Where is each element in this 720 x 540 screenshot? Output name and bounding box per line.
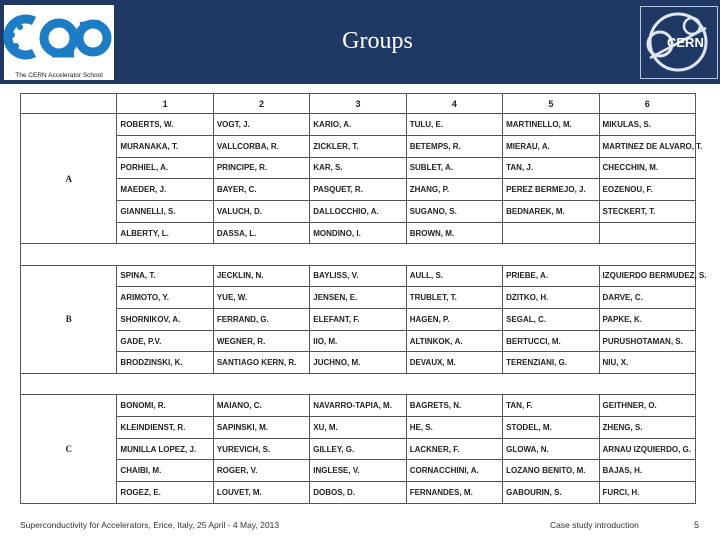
table-cell: JUCHNO, M. — [310, 352, 406, 374]
table-row — [21, 309, 696, 331]
table-cell: BRODZINSKI, K. — [117, 352, 213, 374]
table-cell: KARIO, A. — [310, 114, 406, 136]
table-header-row — [21, 94, 696, 114]
table-cell: CHECCHIN, M. — [599, 157, 695, 179]
table-cell: SHORNIKOV, A. — [117, 309, 213, 331]
table-row — [21, 135, 696, 157]
table-cell: BETEMPS, R. — [406, 135, 502, 157]
table-cell: TAN, F. — [503, 395, 599, 417]
table-row — [21, 417, 696, 439]
column-header-4: 4 — [406, 94, 502, 114]
table-cell: ROGEZ, E. — [117, 482, 213, 504]
table-cell: ALTINKOK, A. — [406, 330, 502, 352]
table-cell: JECKLIN, N. — [213, 265, 309, 287]
column-header-1: 1 — [117, 94, 213, 114]
group-separator-row — [21, 244, 696, 265]
table-cell: DARVE, C. — [599, 287, 695, 309]
table-row — [21, 179, 696, 201]
table-cell: MURANAKA, T. — [117, 135, 213, 157]
group-label-c: C — [21, 395, 117, 504]
table-cell: VALLCORBA, R. — [213, 135, 309, 157]
column-header-5: 5 — [503, 94, 599, 114]
cern-logo-icon — [640, 6, 718, 79]
table-cell: ROBERTS, W. — [117, 114, 213, 136]
table-cell: SAPINSKI, M. — [213, 417, 309, 439]
table-cell: BERTUCCI, M. — [503, 330, 599, 352]
header-corner-cell — [21, 94, 117, 114]
table-cell: GADE, P.V. — [117, 330, 213, 352]
table-cell: FURCI, H. — [599, 482, 695, 504]
table-cell: MUNILLA LOPEZ, J. — [117, 438, 213, 460]
table-cell: DALLOCCHIO, A. — [310, 201, 406, 223]
table-row — [21, 114, 696, 136]
cas-logo-subtext: The CERN Accelerator School — [15, 72, 103, 79]
table-cell: MAEDER, J. — [117, 179, 213, 201]
table-cell — [599, 222, 695, 244]
cas-logo-icon — [4, 5, 114, 69]
page-number: 5 — [694, 520, 700, 530]
table-cell: NAVARRO-TAPIA, M. — [310, 395, 406, 417]
table-cell: HE, S. — [406, 417, 502, 439]
cern-logo-text: CERN — [667, 35, 704, 50]
table-cell: GIANNELLI, S. — [117, 201, 213, 223]
table-cell: TAN, J. — [503, 157, 599, 179]
table-cell: ALBERTY, L. — [117, 222, 213, 244]
table-cell: PURUSHOTAMAN, S. — [599, 330, 695, 352]
table-row — [21, 460, 696, 482]
table-cell: ZICKLER, T. — [310, 135, 406, 157]
table-cell: XU, M. — [310, 417, 406, 439]
table-cell: MARTINEZ DE ALVARO, T. — [599, 135, 695, 157]
separator-cell — [21, 374, 696, 395]
cern-logo — [640, 6, 718, 79]
table-cell: BAGRETS, N. — [406, 395, 502, 417]
table-row — [21, 352, 696, 374]
table-cell: YUREVICH, S. — [213, 438, 309, 460]
table-cell: BAYER, C. — [213, 179, 309, 201]
table-cell: MONDINO, I. — [310, 222, 406, 244]
table-cell: PRIEBE, A. — [503, 265, 599, 287]
footer-conference: Superconductivity for Accelerators, Erice, Italy, 25 April - 4 May, 2013 — [20, 520, 280, 530]
table-cell: SEGAL, C. — [503, 309, 599, 331]
table-cell: EOZENOU, F. — [599, 179, 695, 201]
table-row — [21, 482, 696, 504]
table-cell: FERNANDES, M. — [406, 482, 502, 504]
table-cell: IZQUIERDO BERMUDEZ, S. — [599, 265, 695, 287]
table-cell: DEVAUX, M. — [406, 352, 502, 374]
table-row — [21, 287, 696, 309]
table-cell: DASSA, L. — [213, 222, 309, 244]
table-cell: CORNACCHINI, A. — [406, 460, 502, 482]
table-cell: SPINA, T. — [117, 265, 213, 287]
group-separator-row — [21, 374, 696, 395]
group-label-a: A — [21, 114, 117, 244]
table-cell: IIO, M. — [310, 330, 406, 352]
table-cell: DZITKO, H. — [503, 287, 599, 309]
table-cell: PEREZ BERMEJO, J. — [503, 179, 599, 201]
table-cell: YUE, W. — [213, 287, 309, 309]
table-cell: MIERAU, A. — [503, 135, 599, 157]
table-cell: KLEINDIENST, R. — [117, 417, 213, 439]
table-cell: ELEFANT, F. — [310, 309, 406, 331]
table-row — [21, 201, 696, 223]
table-cell: INGLESE, V. — [310, 460, 406, 482]
table-cell: ARNAU IZQUIERDO, G. — [599, 438, 695, 460]
footer-section: Case study introduction — [550, 520, 639, 530]
table-cell: LOUVET, M. — [213, 482, 309, 504]
table-cell: SUBLET, A. — [406, 157, 502, 179]
table-cell: BROWN, M. — [406, 222, 502, 244]
separator-cell — [21, 244, 696, 265]
table-cell: STECKERT, T. — [599, 201, 695, 223]
table-cell: GILLEY, G. — [310, 438, 406, 460]
groups-table — [20, 93, 707, 504]
group-label-b: B — [21, 265, 117, 374]
header-bar — [0, 0, 720, 84]
table-cell: PASQUET, R. — [310, 179, 406, 201]
table-cell: BAYLISS, V. — [310, 265, 406, 287]
table-cell: AULL, S. — [406, 265, 502, 287]
table-cell: CHAIBI, M. — [117, 460, 213, 482]
table-cell: PAPKE, K. — [599, 309, 695, 331]
column-header-2: 2 — [213, 94, 309, 114]
table-cell: WEGNER, R. — [213, 330, 309, 352]
table-cell: VOGT, J. — [213, 114, 309, 136]
table-cell: ZHANG, P. — [406, 179, 502, 201]
table-cell: GABOURIN, S. — [503, 482, 599, 504]
table-cell: ROGER, V. — [213, 460, 309, 482]
table-cell: LACKNER, F. — [406, 438, 502, 460]
table-cell: VALUCH, D. — [213, 201, 309, 223]
table-row — [21, 395, 696, 417]
table-row — [21, 330, 696, 352]
table-cell: BONOMI, R. — [117, 395, 213, 417]
table-cell: BAJAS, H. — [599, 460, 695, 482]
table-cell: PRINCIPE, R. — [213, 157, 309, 179]
table-cell: BEDNAREK, M. — [503, 201, 599, 223]
cas-logo — [4, 5, 114, 80]
column-header-3: 3 — [310, 94, 406, 114]
table-cell — [503, 222, 599, 244]
table-cell: STODEL, M. — [503, 417, 599, 439]
table-cell: HAGEN, P. — [406, 309, 502, 331]
table-row — [21, 265, 696, 287]
table-cell: KAR, S. — [310, 157, 406, 179]
table-cell: MAIANO, C. — [213, 395, 309, 417]
table-row — [21, 438, 696, 460]
table-cell: TRUBLET, T. — [406, 287, 502, 309]
table-cell: NIU, X. — [599, 352, 695, 374]
table-cell: FERRAND, G. — [213, 309, 309, 331]
table-cell: ARIMOTO, Y. — [117, 287, 213, 309]
page-title: Groups — [342, 28, 413, 54]
table-row — [21, 157, 696, 179]
table-cell: ZHENG, S. — [599, 417, 695, 439]
table-cell: SUGANO, S. — [406, 201, 502, 223]
table-row — [21, 222, 696, 244]
table-cell: GLOWA, N. — [503, 438, 599, 460]
table-cell: GEITHNER, O. — [599, 395, 695, 417]
table-cell: SANTIAGO KERN, R. — [213, 352, 309, 374]
table-cell: DOBOS, D. — [310, 482, 406, 504]
table-cell: LOZANO BENITO, M. — [503, 460, 599, 482]
table-cell: TERENZIANI, G. — [503, 352, 599, 374]
table-cell: MIKULAS, S. — [599, 114, 695, 136]
column-header-6: 6 — [599, 94, 695, 114]
table-cell: MARTINELLO, M. — [503, 114, 599, 136]
table-cell: JENSEN, E. — [310, 287, 406, 309]
table-cell: TULU, E. — [406, 114, 502, 136]
table-cell: PORHIEL, A. — [117, 157, 213, 179]
